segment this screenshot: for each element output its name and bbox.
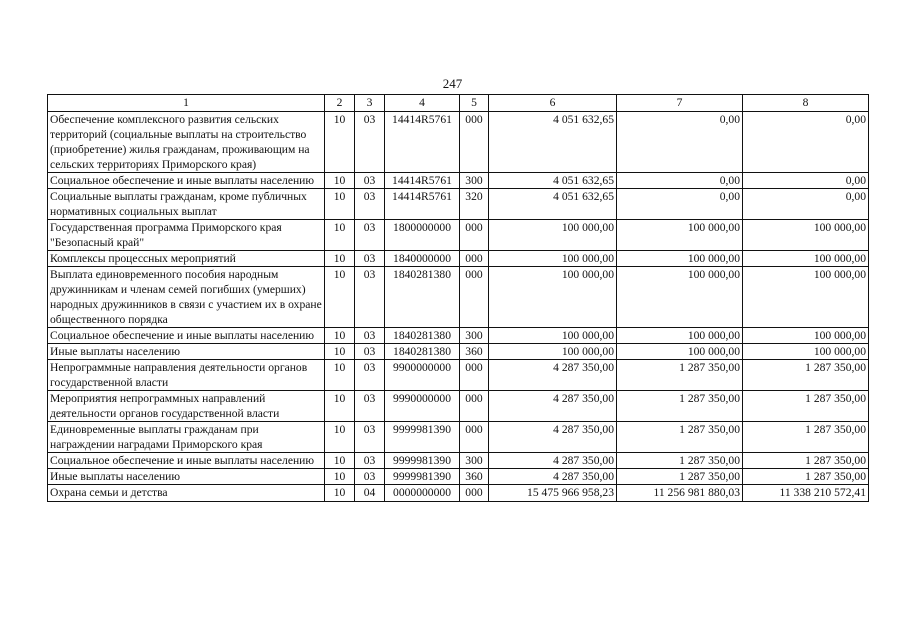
row-target-code: 1840281380	[385, 267, 460, 328]
row-target-code: 9999981390	[385, 422, 460, 453]
row-expense-type: 300	[460, 173, 489, 189]
table-row	[48, 422, 869, 453]
row-name: Мероприятия непрограммных направлений деятельности органов государственной власти	[48, 391, 325, 422]
row-amount-2: 100 000,00	[617, 220, 743, 251]
row-section: 10	[325, 360, 355, 391]
table-row	[48, 112, 869, 173]
page-number: 247	[442, 76, 463, 91]
column-header: 1	[48, 95, 325, 112]
row-amount-1: 100 000,00	[489, 251, 617, 267]
budget-table	[47, 94, 869, 502]
table-row	[48, 344, 869, 360]
row-amount-3: 1 287 350,00	[743, 360, 869, 391]
row-amount-1: 4 287 350,00	[489, 469, 617, 485]
row-name: Обеспечение комплексного развития сельских территорий (социальные выплаты на строительство (приобретение) жилья гражданам, проживающим на сельских территориях Приморского края)	[48, 112, 325, 173]
row-section: 10	[325, 220, 355, 251]
row-target-code: 9999981390	[385, 453, 460, 469]
row-amount-3: 0,00	[743, 189, 869, 220]
table-row	[48, 453, 869, 469]
row-target-code: 14414R5761	[385, 173, 460, 189]
row-target-code: 14414R5761	[385, 112, 460, 173]
row-amount-2: 1 287 350,00	[617, 391, 743, 422]
row-target-code: 1840281380	[385, 328, 460, 344]
header-row	[48, 95, 869, 112]
column-header: 8	[743, 95, 869, 112]
row-amount-1: 15 475 966 958,23	[489, 485, 617, 502]
row-amount-3: 11 338 210 572,41	[743, 485, 869, 502]
row-name: Единовременные выплаты гражданам при награждении наградами Приморского края	[48, 422, 325, 453]
row-subsection: 03	[355, 453, 385, 469]
table-row	[48, 391, 869, 422]
row-target-code: 1840000000	[385, 251, 460, 267]
row-subsection: 03	[355, 220, 385, 251]
row-amount-3: 100 000,00	[743, 220, 869, 251]
row-section: 10	[325, 422, 355, 453]
row-name: Непрограммные направления деятельности органов государственной власти	[48, 360, 325, 391]
column-header: 7	[617, 95, 743, 112]
table-row	[48, 173, 869, 189]
row-expense-type: 320	[460, 189, 489, 220]
row-subsection: 03	[355, 173, 385, 189]
row-amount-2: 1 287 350,00	[617, 453, 743, 469]
row-section: 10	[325, 189, 355, 220]
row-amount-3: 100 000,00	[743, 267, 869, 328]
row-target-code: 9900000000	[385, 360, 460, 391]
row-target-code: 9990000000	[385, 391, 460, 422]
row-expense-type: 360	[460, 469, 489, 485]
table-row	[48, 251, 869, 267]
row-section: 10	[325, 328, 355, 344]
row-expense-type: 000	[460, 251, 489, 267]
row-amount-1: 4 287 350,00	[489, 360, 617, 391]
row-amount-3: 1 287 350,00	[743, 391, 869, 422]
row-section: 10	[325, 251, 355, 267]
row-expense-type: 300	[460, 453, 489, 469]
row-subsection: 03	[355, 422, 385, 453]
row-amount-3: 100 000,00	[743, 251, 869, 267]
row-subsection: 03	[355, 360, 385, 391]
table-row	[48, 485, 869, 502]
table-row	[48, 220, 869, 251]
row-amount-1: 4 051 632,65	[489, 173, 617, 189]
table-row	[48, 328, 869, 344]
column-header: 4	[385, 95, 460, 112]
row-section: 10	[325, 173, 355, 189]
row-name: Социальное обеспечение и иные выплаты населению	[48, 453, 325, 469]
row-section: 10	[325, 453, 355, 469]
row-expense-type: 000	[460, 485, 489, 502]
row-section: 10	[325, 485, 355, 502]
row-amount-3: 1 287 350,00	[743, 422, 869, 453]
row-subsection: 03	[355, 189, 385, 220]
row-subsection: 03	[355, 328, 385, 344]
column-header: 5	[460, 95, 489, 112]
row-amount-3: 100 000,00	[743, 328, 869, 344]
row-section: 10	[325, 267, 355, 328]
row-subsection: 03	[355, 251, 385, 267]
row-amount-2: 100 000,00	[617, 267, 743, 328]
row-amount-1: 100 000,00	[489, 328, 617, 344]
row-amount-1: 4 287 350,00	[489, 453, 617, 469]
column-header: 6	[489, 95, 617, 112]
row-section: 10	[325, 469, 355, 485]
row-expense-type: 000	[460, 267, 489, 328]
row-amount-2: 11 256 981 880,03	[617, 485, 743, 502]
row-subsection: 04	[355, 485, 385, 502]
row-target-code: 1840281380	[385, 344, 460, 360]
row-amount-3: 0,00	[743, 173, 869, 189]
row-amount-1: 100 000,00	[489, 344, 617, 360]
row-name: Социальные выплаты гражданам, кроме публичных нормативных социальных выплат	[48, 189, 325, 220]
row-amount-2: 1 287 350,00	[617, 360, 743, 391]
row-amount-2: 0,00	[617, 112, 743, 173]
row-expense-type: 000	[460, 112, 489, 173]
row-amount-2: 100 000,00	[617, 328, 743, 344]
row-amount-3: 100 000,00	[743, 344, 869, 360]
row-amount-3: 0,00	[743, 112, 869, 173]
table-row	[48, 360, 869, 391]
row-expense-type: 000	[460, 422, 489, 453]
row-subsection: 03	[355, 469, 385, 485]
row-amount-3: 1 287 350,00	[743, 453, 869, 469]
row-section: 10	[325, 112, 355, 173]
row-amount-1: 100 000,00	[489, 220, 617, 251]
row-name: Комплексы процессных мероприятий	[48, 251, 325, 267]
row-amount-2: 1 287 350,00	[617, 469, 743, 485]
row-subsection: 03	[355, 344, 385, 360]
column-header: 2	[325, 95, 355, 112]
row-name: Социальное обеспечение и иные выплаты населению	[48, 328, 325, 344]
row-amount-3: 1 287 350,00	[743, 469, 869, 485]
row-name: Социальное обеспечение и иные выплаты населению	[48, 173, 325, 189]
column-header: 3	[355, 95, 385, 112]
row-subsection: 03	[355, 267, 385, 328]
row-target-code: 14414R5761	[385, 189, 460, 220]
row-amount-2: 0,00	[617, 189, 743, 220]
table-row	[48, 267, 869, 328]
row-target-code: 9999981390	[385, 469, 460, 485]
row-name: Иные выплаты населению	[48, 469, 325, 485]
row-section: 10	[325, 344, 355, 360]
row-name: Иные выплаты населению	[48, 344, 325, 360]
row-section: 10	[325, 391, 355, 422]
row-expense-type: 000	[460, 391, 489, 422]
row-amount-2: 100 000,00	[617, 251, 743, 267]
row-expense-type: 000	[460, 360, 489, 391]
row-name: Выплата единовременного пособия народным дружинникам и членам семей погибших (умерших) народных дружинников в связи с участием их в охране общественного порядка	[48, 267, 325, 328]
row-name: Охрана семьи и детства	[48, 485, 325, 502]
row-amount-2: 100 000,00	[617, 344, 743, 360]
row-amount-2: 0,00	[617, 173, 743, 189]
row-expense-type: 000	[460, 220, 489, 251]
row-target-code: 1800000000	[385, 220, 460, 251]
row-amount-1: 100 000,00	[489, 267, 617, 328]
row-amount-1: 4 287 350,00	[489, 422, 617, 453]
row-target-code: 0000000000	[385, 485, 460, 502]
row-amount-1: 4 287 350,00	[489, 391, 617, 422]
row-amount-1: 4 051 632,65	[489, 189, 617, 220]
row-subsection: 03	[355, 391, 385, 422]
row-amount-2: 1 287 350,00	[617, 422, 743, 453]
row-subsection: 03	[355, 112, 385, 173]
row-expense-type: 360	[460, 344, 489, 360]
row-amount-1: 4 051 632,65	[489, 112, 617, 173]
row-name: Государственная программа Приморского края "Безопасный край"	[48, 220, 325, 251]
row-expense-type: 300	[460, 328, 489, 344]
table-row	[48, 469, 869, 485]
table-row	[48, 189, 869, 220]
